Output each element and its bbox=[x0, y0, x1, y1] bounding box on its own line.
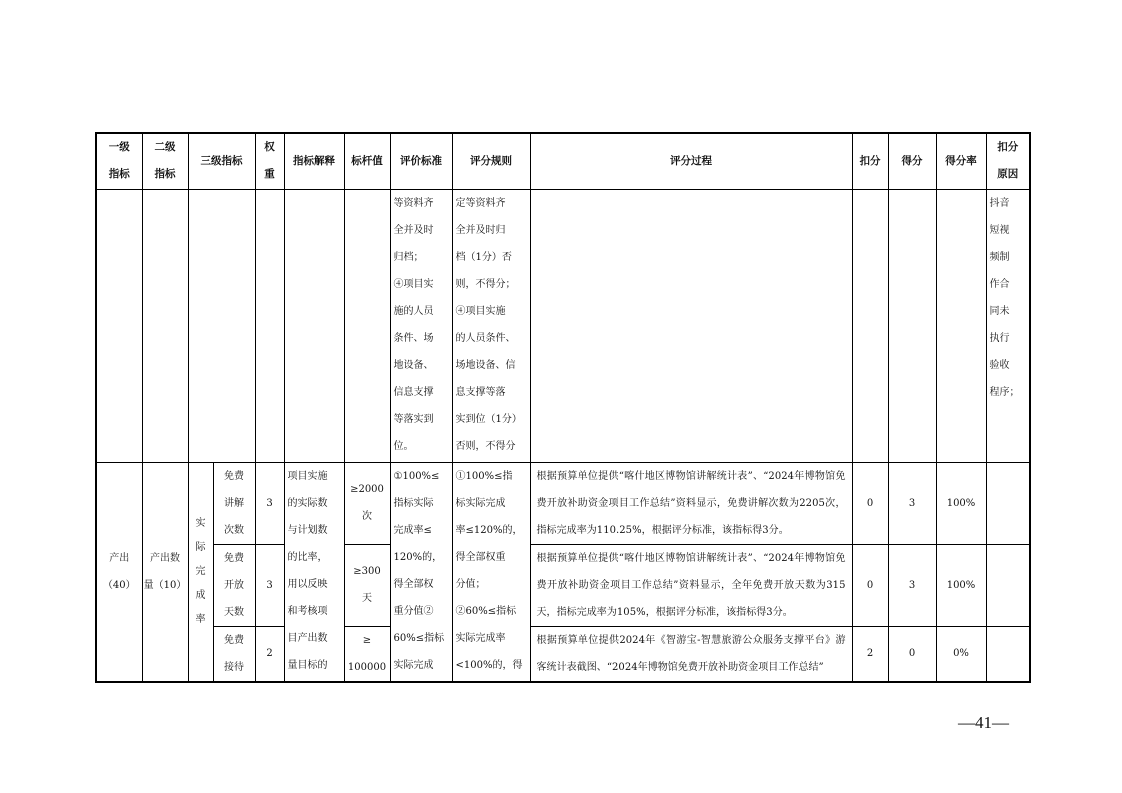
indicator-explanation: 项目实施 的实际数 与计划数 的比率， 用以反映 和考核项 目产出数 量目标的 bbox=[284, 462, 344, 682]
empty-cell bbox=[96, 189, 142, 462]
header-explanation: 指标解释 bbox=[284, 133, 344, 189]
score-cell: 3 bbox=[888, 544, 936, 626]
rate-cell: 100% bbox=[936, 544, 986, 626]
empty-cell bbox=[852, 189, 888, 462]
header-standard: 评价标准 bbox=[390, 133, 452, 189]
empty-cell bbox=[936, 189, 986, 462]
level1-output: 产出 （40） bbox=[96, 462, 142, 682]
empty-cell bbox=[142, 189, 188, 462]
header-level3: 三级指标 bbox=[188, 133, 255, 189]
header-reason: 扣分 原因 bbox=[986, 133, 1030, 189]
level2-output-quantity: 产出数 量（10） bbox=[142, 462, 188, 682]
continuation-reason: 抖音 短视 频制 作合 同未 执行 验收 程序； bbox=[986, 189, 1030, 462]
score-cell: 0 bbox=[888, 626, 936, 682]
weight-cell: 3 bbox=[255, 462, 284, 544]
deduct-cell: 2 bbox=[852, 626, 888, 682]
performance-evaluation-table bbox=[95, 132, 1031, 683]
header-rate: 得分率 bbox=[936, 133, 986, 189]
header-weight: 权 重 bbox=[255, 133, 284, 189]
deduct-cell: 0 bbox=[852, 544, 888, 626]
scoring-rules: ①100%≤指 标实际完成 率≤120%的， 得全部权重 分值； ②60%≤指标 实际完成率 <100%的，得 bbox=[452, 462, 530, 682]
empty-cell bbox=[530, 189, 852, 462]
benchmark-cell: ≥2000 次 bbox=[344, 462, 390, 544]
reason-cell bbox=[986, 626, 1030, 682]
header-score: 得分 bbox=[888, 133, 936, 189]
header-rules: 评分规则 bbox=[452, 133, 530, 189]
weight-cell: 2 bbox=[255, 626, 284, 682]
level3-completion-rate: 实 际 完 成 率 bbox=[188, 462, 213, 682]
table-header-row bbox=[96, 133, 1030, 189]
level3-item: 免费 接待 bbox=[213, 626, 255, 682]
continuation-standard: 等资料齐 全并及时 归档； ④项目实 施的人员 条件、场 地设备、 信息支撑 等落实到 位。 bbox=[390, 189, 452, 462]
empty-cell bbox=[188, 189, 255, 462]
level3-item: 免费 讲解 次数 bbox=[213, 462, 255, 544]
scoring-process: 根据预算单位提供“喀什地区博物馆讲解统计表”、“2024年博物馆免费开放补助资金项目工作总结”资料显示，免费讲解次数为2205次，指标完成率为110.25%，根据评分标准，该指标得3分。 bbox=[530, 462, 852, 544]
deduct-cell: 0 bbox=[852, 462, 888, 544]
page-number: —41— bbox=[958, 713, 1009, 732]
header-deduct: 扣分 bbox=[852, 133, 888, 189]
table-row bbox=[96, 462, 1030, 544]
empty-cell bbox=[255, 189, 284, 462]
table-row bbox=[96, 626, 1030, 682]
header-level2: 二级 指标 bbox=[142, 133, 188, 189]
table-row bbox=[96, 544, 1030, 626]
benchmark-cell: ≥ 100000 bbox=[344, 626, 390, 682]
reason-cell bbox=[986, 544, 1030, 626]
scoring-process: 根据预算单位提供2024年《智游宝-智慧旅游公众服务支撑平台》游客统计表截图、“2024年博物馆免费开放补助资金项目工作总结” bbox=[530, 626, 852, 682]
empty-cell bbox=[284, 189, 344, 462]
rate-cell: 0% bbox=[936, 626, 986, 682]
scoring-process: 根据预算单位提供“喀什地区博物馆讲解统计表”、“2024年博物馆免费开放补助资金项目工作总结”资料显示，全年免费开放天数为315天，指标完成率为105%，根据评分标准，该指标得3分。 bbox=[530, 544, 852, 626]
weight-cell: 3 bbox=[255, 544, 284, 626]
empty-cell bbox=[344, 189, 390, 462]
header-benchmark: 标杆值 bbox=[344, 133, 390, 189]
score-cell: 3 bbox=[888, 462, 936, 544]
evaluation-table-container bbox=[95, 132, 1029, 683]
table-row-continuation bbox=[96, 189, 1030, 462]
level3-item: 免费 开放 天数 bbox=[213, 544, 255, 626]
benchmark-cell: ≥300 天 bbox=[344, 544, 390, 626]
header-process: 评分过程 bbox=[530, 133, 852, 189]
reason-cell bbox=[986, 462, 1030, 544]
continuation-rules: 定等资料齐 全并及时归 档（1分）否 则，不得分； ④项目实施 的人员条件、 场地设备、信 息支撑等落 实到位（1分） 否则，不得分 bbox=[452, 189, 530, 462]
empty-cell bbox=[888, 189, 936, 462]
evaluation-standard: ①100%≤ 指标实际 完成率≤ 120%的， 得全部权 重分值② 60%≤指标 实际完成 bbox=[390, 462, 452, 682]
rate-cell: 100% bbox=[936, 462, 986, 544]
header-level1: 一级 指标 bbox=[96, 133, 142, 189]
